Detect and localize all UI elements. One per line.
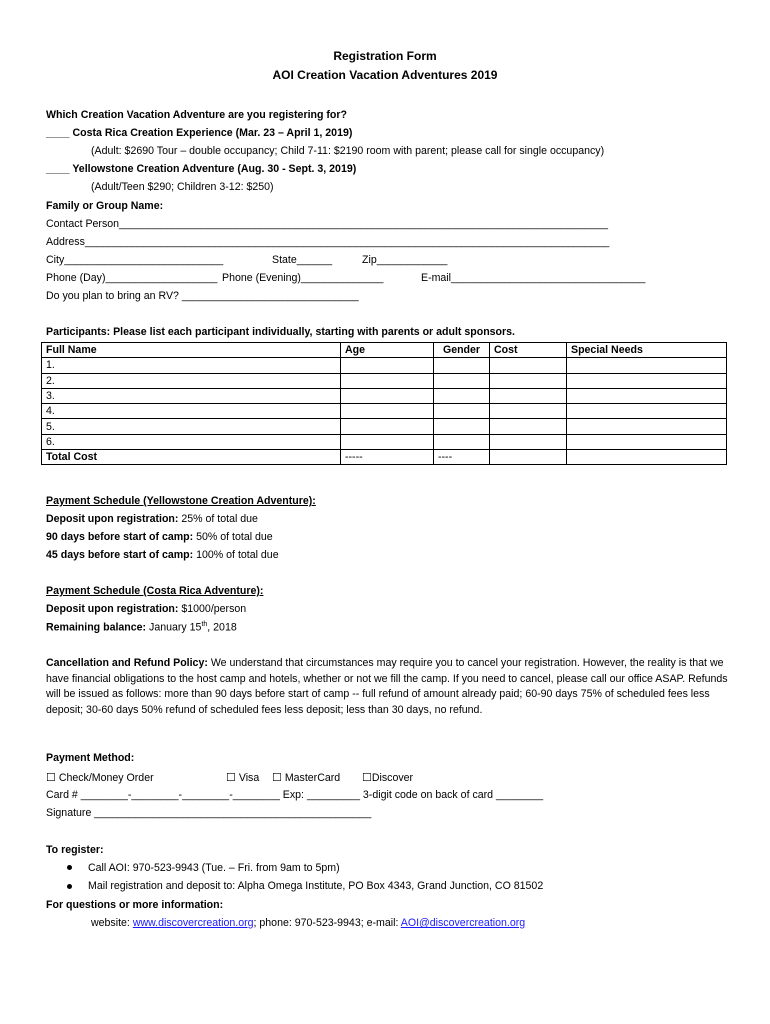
rv-question-field[interactable]: Do you plan to bring an RV? ______________________________ <box>46 290 359 302</box>
total-cost-cell[interactable] <box>490 450 567 465</box>
participants-heading: Participants: Please list each participant individually, starting with parents or adult sponsors. <box>46 326 515 338</box>
row-number[interactable]: 3. <box>42 388 341 403</box>
table-cell[interactable] <box>490 388 567 403</box>
table-cell[interactable] <box>490 358 567 373</box>
total-needs-cell <box>567 450 727 465</box>
state-field[interactable]: State______ <box>272 254 333 266</box>
yellowstone-payment-item: Deposit upon registration: 25% of total due <box>46 513 258 525</box>
costa-rica-payment-heading: Payment Schedule (Costa Rica Adventure): <box>46 585 264 597</box>
table-cell[interactable] <box>567 404 727 419</box>
table-cell[interactable] <box>490 373 567 388</box>
row-number[interactable]: 1. <box>42 358 341 373</box>
register-list <box>46 862 543 899</box>
table-cell[interactable] <box>341 419 434 434</box>
column-header: Special Needs <box>567 343 727 358</box>
policy-text: We understand that circumstances may require you to cancel your registration. However, the reality is that we have financial obligations to the host camp and hotels, whether or not we fill the camp. If you need to cancel, please call our office ASAP. Refunds will be issued as follows: more than 90 days before start of camp -- full refund of amount already paid; 60-90 days 75% of scheduled fees less deposit; 30-60 days 50% refund of scheduled fees less deposit; less than 30 days, no refund. <box>46 657 728 716</box>
column-header: Cost <box>490 343 567 358</box>
policy-label: Cancellation and Refund Policy: <box>46 657 208 669</box>
page-subtitle: AOI Creation Vacation Adventures 2019 <box>272 68 498 82</box>
register-heading: To register: <box>46 844 104 856</box>
city-field[interactable]: City___________________________ <box>46 254 224 266</box>
table-cell[interactable] <box>434 373 490 388</box>
total-cost-label: Total Cost <box>42 450 341 465</box>
checkbox-icon[interactable]: ☐ <box>46 772 56 784</box>
family-name-label: Family or Group Name: <box>46 200 164 212</box>
table-cell[interactable] <box>434 388 490 403</box>
yellowstone-payment-heading: Payment Schedule (Yellowstone Creation Adventure): <box>46 495 316 507</box>
yellowstone-payment-item: 45 days before start of camp: 100% of total due <box>46 549 279 561</box>
option-costa-rica-detail: (Adult: $2690 Tour – double occupancy; Child 7-11: $2190 room with parent; please call for single occupancy) <box>91 145 605 157</box>
bullet-icon <box>67 865 72 870</box>
website-link[interactable]: www.discovercreation.org <box>132 917 254 929</box>
checkbox-icon[interactable]: ☐ <box>362 772 372 784</box>
row-number[interactable]: 4. <box>42 404 341 419</box>
table-cell[interactable] <box>490 434 567 449</box>
total-gender-cell: ---- <box>434 450 490 465</box>
table-cell[interactable] <box>567 388 727 403</box>
payment-option-discover[interactable]: ☐Discover <box>362 772 414 784</box>
table-row <box>42 373 727 388</box>
table-cell[interactable] <box>341 358 434 373</box>
option-yellowstone[interactable]: ____ Yellowstone Creation Adventure (Aug. 30 - Sept. 3, 2019) <box>46 163 357 175</box>
card-number-field[interactable]: Card # ________-________-________-________ Exp: _________ 3-digit code on back of card ________ <box>46 789 544 801</box>
contact-info-line: website: www.discovercreation.org; phone: 970-523-9943; e-mail: AOI@discovercreation.org <box>91 917 526 929</box>
table-row <box>42 358 727 373</box>
option-costa-rica[interactable]: ____ Costa Rica Creation Experience (Mar. 23 – April 1, 2019) <box>46 127 353 139</box>
table-cell[interactable] <box>490 419 567 434</box>
phone-day-field[interactable]: Phone (Day)___________________ <box>46 272 218 284</box>
table-cell[interactable] <box>341 434 434 449</box>
table-row <box>42 388 727 403</box>
list-item: Mail registration and deposit to: Alpha Omega Institute, PO Box 4343, Grand Junction, CO 81502 <box>46 880 543 898</box>
phone-evening-field[interactable]: Phone (Evening)______________ <box>222 272 384 284</box>
table-cell[interactable] <box>434 419 490 434</box>
table-cell[interactable] <box>567 419 727 434</box>
table-cell[interactable] <box>567 434 727 449</box>
row-number[interactable]: 6. <box>42 434 341 449</box>
table-cell[interactable] <box>567 373 727 388</box>
checkbox-icon[interactable]: ☐ <box>226 772 236 784</box>
table-cell[interactable] <box>434 434 490 449</box>
table-cell[interactable] <box>567 358 727 373</box>
questions-heading: For questions or more information: <box>46 899 224 911</box>
yellowstone-payment-item: 90 days before start of camp: 50% of total due <box>46 531 273 543</box>
total-row <box>42 450 727 465</box>
costa-rica-deposit: Deposit upon registration: $1000/person <box>46 603 247 615</box>
column-header: Gender <box>434 343 490 358</box>
payment-option-visa[interactable]: ☐ Visa <box>226 772 260 784</box>
address-field[interactable]: Address_________________________________________________________________________________________ <box>46 236 610 248</box>
column-header: Full Name <box>42 343 341 358</box>
bullet-icon <box>67 884 72 889</box>
adventure-question: Which Creation Vacation Adventure are you registering for? <box>46 109 347 121</box>
cancellation-policy <box>46 656 728 718</box>
table-cell[interactable] <box>490 404 567 419</box>
costa-rica-balance: Remaining balance: January 15th, 2018 <box>46 621 237 634</box>
email-link[interactable]: AOI@discovercreation.org <box>400 917 526 929</box>
table-cell[interactable] <box>341 373 434 388</box>
signature-field[interactable]: Signature _______________________________________________ <box>46 807 372 819</box>
table-row <box>42 419 727 434</box>
row-number[interactable]: 5. <box>42 419 341 434</box>
page-title: Registration Form <box>333 49 437 63</box>
checkbox-icon[interactable]: ☐ <box>272 772 282 784</box>
table-cell[interactable] <box>434 404 490 419</box>
email-field[interactable]: E-mail_________________________________ <box>421 272 646 284</box>
row-number[interactable]: 2. <box>42 373 341 388</box>
table-header-row <box>42 343 727 358</box>
zip-field[interactable]: Zip____________ <box>362 254 448 266</box>
list-item: Call AOI: 970-523-9943 (Tue. – Fri. from 9am to 5pm) <box>46 862 543 880</box>
payment-method-heading: Payment Method: <box>46 752 135 764</box>
table-cell[interactable] <box>341 388 434 403</box>
column-header: Age <box>341 343 434 358</box>
payment-option-mastercard[interactable]: ☐ MasterCard <box>272 772 341 784</box>
option-yellowstone-detail: (Adult/Teen $290; Children 3-12: $250) <box>91 181 274 193</box>
table-row <box>42 404 727 419</box>
participants-table <box>41 342 727 465</box>
table-cell[interactable] <box>341 404 434 419</box>
total-age-cell: ----- <box>341 450 434 465</box>
table-row <box>42 434 727 449</box>
table-cell[interactable] <box>434 358 490 373</box>
payment-option-check[interactable]: ☐ Check/Money Order <box>46 772 154 784</box>
contact-person-field[interactable]: Contact Person___________________________________________________________________________________ <box>46 218 609 230</box>
